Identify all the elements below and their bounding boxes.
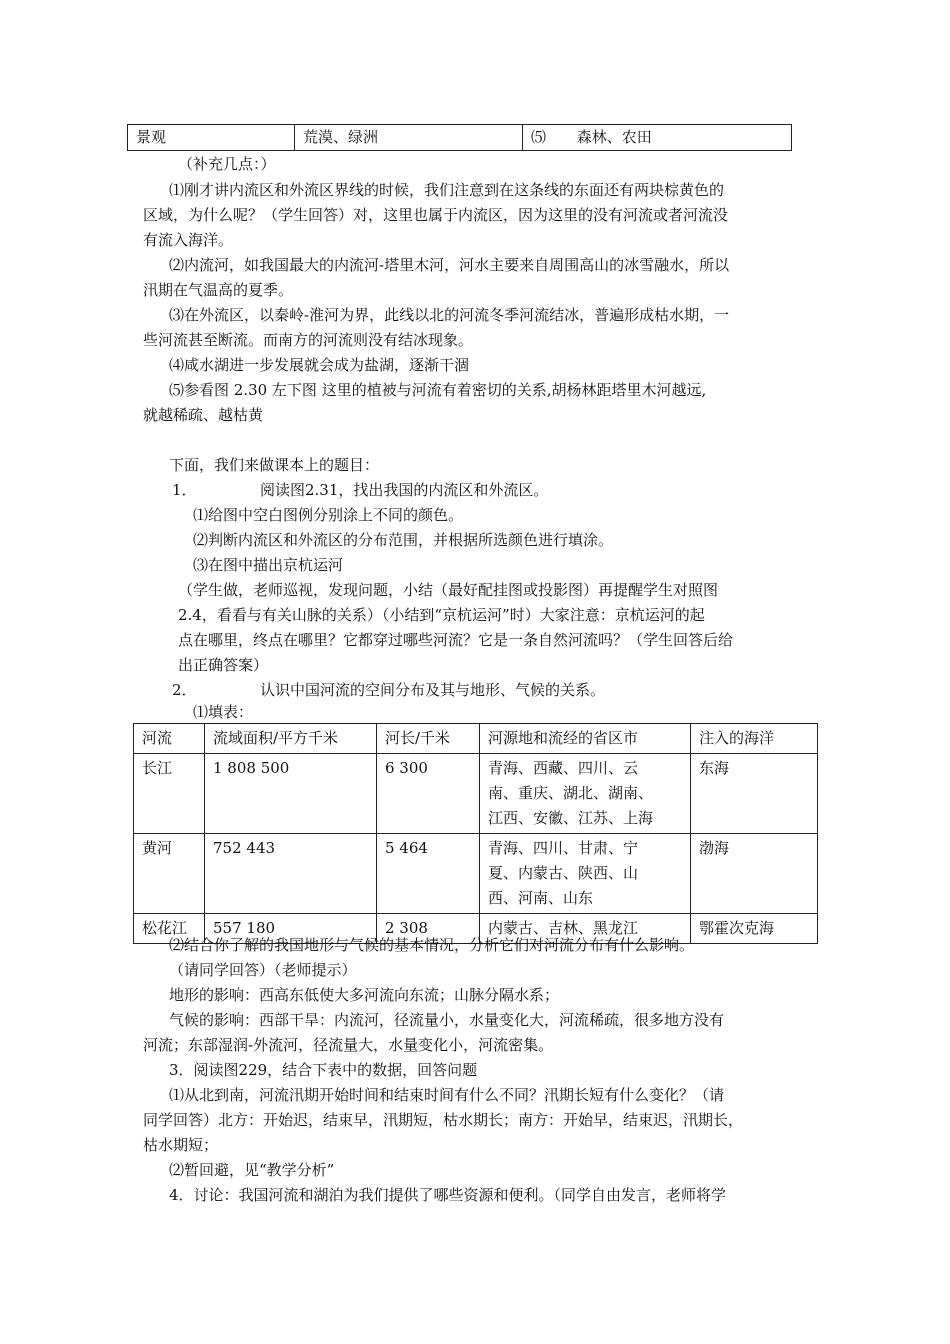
paragraph-line: 地形的影响：西高东低使大多河流向东流；山脉分隔水系； <box>169 986 560 1004</box>
sub-question: ⑵结合你了解的我国地形与气候的基本情况，分析它们对河流分布有什么影响。 <box>169 936 695 954</box>
paragraph-line: 同学回答）北方：开始迟，结束早，汛期短，枯水期长；南方：开始早，结束迟，汛期长， <box>143 1111 744 1129</box>
question-number: 2． <box>172 681 197 699</box>
paragraph-line: 气候的影响：西部干旱：内流河，径流量小，水量变化大，河流稀疏，很多地方没有 <box>169 1011 725 1029</box>
supplement-heading: （补充几点：） <box>178 155 276 173</box>
provinces <box>480 834 691 914</box>
paragraph-line: 就越稀疏、越枯黄 <box>143 406 264 424</box>
sea: 渤海 <box>691 834 818 914</box>
table-row <box>134 834 818 914</box>
table-cell: 荒漠、绿洲 <box>295 125 523 151</box>
provinces-line: 江西、安徽、江苏、上海 <box>488 809 654 827</box>
paragraph-line: ⑶在外流区，以秦岭-淮河为界，此线以北的河流冬季河流结冰，普遍形成枯水期，一 <box>169 306 730 324</box>
provinces-line: 西、河南、山东 <box>488 889 594 907</box>
table-cell <box>523 125 792 151</box>
table-cell: 景观 <box>128 125 295 151</box>
sub-question: ⑵判断内流区和外流区的分布范围，并根据所选颜色进行填涂。 <box>193 531 614 549</box>
sub-question: ⑶在图中描出京杭运河 <box>193 556 344 574</box>
provinces: 内蒙古、吉林、黑龙江 <box>480 914 691 944</box>
sea: 鄂霍次克海 <box>691 914 818 944</box>
paragraph-line: 有流入海洋。 <box>143 231 234 249</box>
question-number: 1． <box>172 481 197 499</box>
sub-question: ⑵暂回避，见“教学分析” <box>169 1161 335 1179</box>
paragraph-line: 汛期在气温高的夏季。 <box>143 281 294 299</box>
sub-question: ⑴给图中空白图例分别涂上不同的颜色。 <box>193 506 464 524</box>
provinces-line: 南、重庆、湖北、湖南、 <box>488 784 654 802</box>
basin-area: 752 443 <box>205 834 377 914</box>
paragraph-line: ⑷咸水湖进一步发展就会成为盐湖，逐渐干涸 <box>169 356 470 374</box>
river-name: 长江 <box>134 754 205 834</box>
paragraph-line: （学生做，老师巡视，发现问题，小结（最好配挂图或投影图）再提醒学生对照图 <box>178 581 719 599</box>
river-name: 松花江 <box>134 914 205 944</box>
sea: 东海 <box>691 754 818 834</box>
paragraph-line: ⑵内流河，如我国最大的内流河-塔里木河，河水主要来自周围高山的冰雪融水，所以 <box>169 256 730 274</box>
paragraph-line: 2.4，看看与有关山脉的关系）（小结到“京杭运河”时）大家注意：京杭运河的起 <box>178 606 705 624</box>
river-table <box>133 723 818 944</box>
river-length: 2 308 <box>377 914 480 944</box>
paragraph-line: 些河流甚至断流。而南方的河流则没有结冰现象。 <box>143 331 474 349</box>
paragraph-line: ⑸参看图 2.30 左下图 这里的植被与河流有着密切的关系,胡杨林距塔里木河越远, <box>169 381 707 399</box>
basin-area: 1 808 500 <box>205 754 377 834</box>
provinces-line: 青海、四川、甘肃、宁 <box>488 839 639 857</box>
paragraph-line: 点在哪里，终点在哪里？它都穿过哪些河流？它是一条自然河流吗？（学生回答后给 <box>178 631 734 649</box>
question-text: 认识中国河流的空间分布及其与地形、气候的关系。 <box>260 681 606 699</box>
table-row <box>128 125 792 151</box>
exercise-intro: 下面，我们来做课本上的题目： <box>169 456 380 474</box>
column-header: 注入的海洋 <box>691 724 818 754</box>
item-marker: ⑸ <box>531 128 547 146</box>
provinces-line: 夏、内蒙古、陕西、山 <box>488 864 639 882</box>
sub-question: ⑴填表： <box>193 703 254 721</box>
river-name: 黄河 <box>134 834 205 914</box>
basin-area: 557 180 <box>205 914 377 944</box>
table-row <box>134 754 818 834</box>
column-header: 河长/千米 <box>377 724 480 754</box>
landscape-table <box>127 124 792 151</box>
river-length: 6 300 <box>377 754 480 834</box>
hint-text: （请同学回答）（老师提示） <box>169 961 357 979</box>
paragraph-line: ⑴刚才讲内流区和外流区界线的时候，我们注意到在这条线的东面还有两块棕黄色的 <box>169 181 725 199</box>
table-header-row <box>134 724 818 754</box>
paragraph-line: ⑴从北到南，河流汛期开始时间和结束时间有什么不同？汛期长短有什么变化？（请 <box>169 1086 725 1104</box>
column-header: 流域面积/平方千米 <box>205 724 377 754</box>
river-length: 5 464 <box>377 834 480 914</box>
question-text: 4．讨论：我国河流和湖泊为我们提供了哪些资源和便利。（同学自由发言，老师将学 <box>169 1186 727 1204</box>
question-text: 3．阅读图229，结合下表中的数据，回答问题 <box>169 1061 478 1079</box>
column-header: 河源地和流经的省区市 <box>480 724 691 754</box>
paragraph-line: 区域，为什么呢？（学生回答）对，这里也属于内流区，因为这里的没有河流或者河流没 <box>143 206 729 224</box>
provinces-line: 青海、西藏、四川、云 <box>488 759 639 777</box>
paragraph-line: 出正确答案） <box>178 656 269 674</box>
column-header: 河流 <box>134 724 205 754</box>
cell-text: 森林、农田 <box>576 128 652 146</box>
provinces <box>480 754 691 834</box>
paragraph-line: 枯水期短； <box>143 1136 219 1154</box>
question-text: 阅读图2.31，找出我国的内流区和外流区。 <box>260 481 549 499</box>
paragraph-line: 河流；东部湿润-外流河，径流量大，水量变化小，河流密集。 <box>143 1036 554 1054</box>
